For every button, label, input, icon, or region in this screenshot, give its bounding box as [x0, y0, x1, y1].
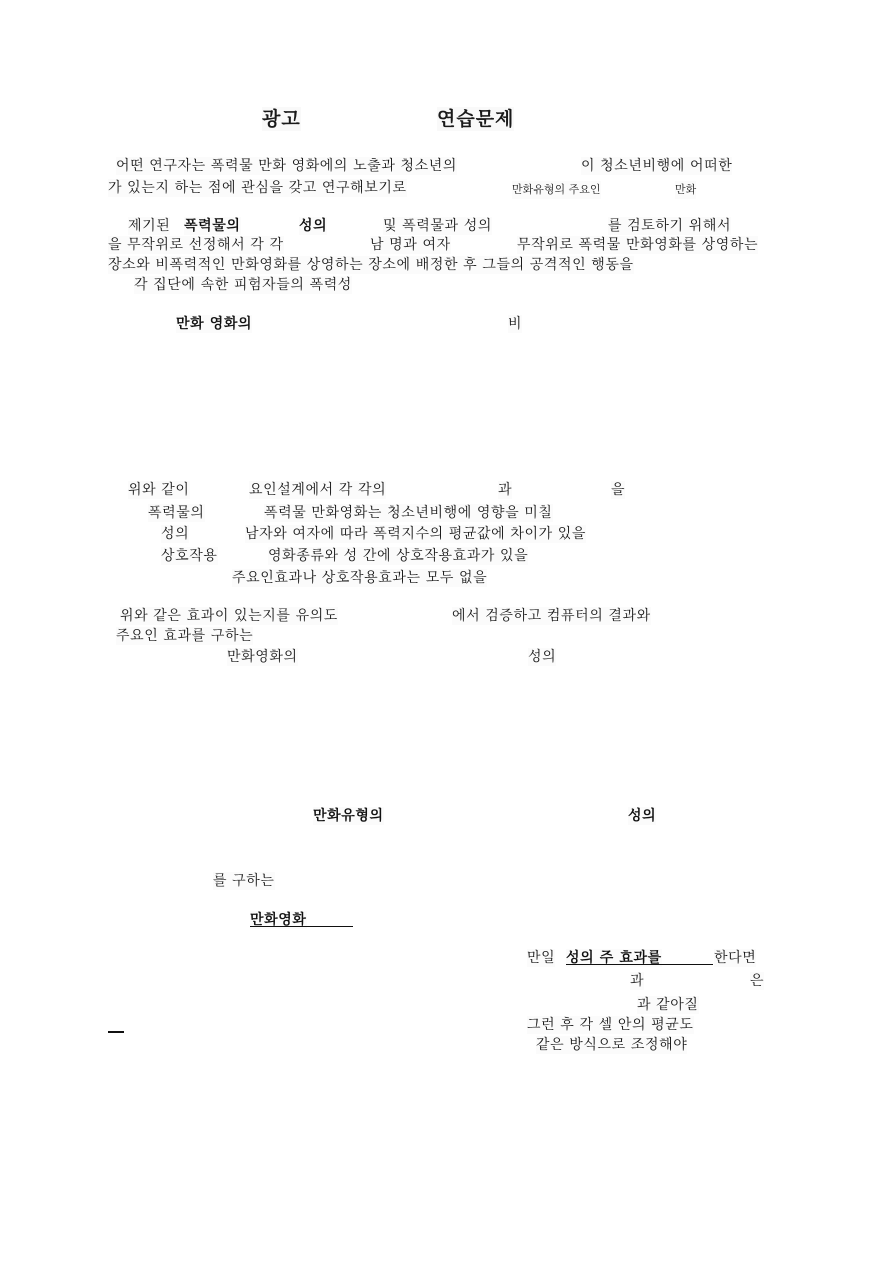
p1-line2-a: 가 있는지 하는 점에 관심을 갖고 연구해보기로 — [108, 180, 407, 196]
s5-heading-underline — [250, 926, 353, 927]
p3-line5: 주요인효과나 상호작용효과는 모두 없을 — [232, 570, 488, 586]
table-header-right: 비 — [508, 316, 523, 332]
title-right: 연습문제 — [437, 108, 515, 130]
p2-line1-a: 제기된 — [128, 218, 171, 234]
p3-item-label-1: 폭력물의 — [148, 505, 205, 521]
s6-line3: 과 같아질 — [637, 997, 699, 1013]
p3-line1-a: 위와 같이 — [128, 482, 190, 498]
p1-line2-c: 만화 — [675, 181, 696, 199]
s5-header-right: 성의 — [628, 808, 657, 824]
s6-line2-b: 은 — [750, 973, 765, 989]
p1-line2-b: 만화유형의 주요인 — [512, 181, 601, 199]
p1-line1-a: 어떤 연구자는 폭력물 만화 영화에의 노출과 청소년의 — [116, 158, 458, 174]
p4-line2: 주요인 효과를 구하는 — [116, 628, 254, 644]
s6-line1-a: 만일 — [527, 950, 556, 966]
s6-line2-a: 과 — [630, 973, 645, 989]
p2-line2-a: 을 무작위로 선정해서 각 각 — [108, 237, 284, 253]
p2-line2-b: 남 명과 여자 — [370, 237, 451, 253]
p2-line1-e: 를 검토하기 위해서 — [608, 218, 732, 234]
s5-header-left: 만화유형의 — [313, 808, 384, 824]
p3-line1-d: 을 — [611, 482, 626, 498]
p3-item-label-2: 성의 — [161, 526, 190, 542]
p4-line3-a: 만화영화의 — [227, 649, 298, 665]
s6-line1-c: 한다면 — [714, 950, 757, 966]
p3-item-text-1: 폭력물 만화영화는 청소년비행에 영향을 미칠 — [264, 505, 553, 521]
p3-item-text-3: 영화종류와 성 간에 상호작용효과가 있을 — [268, 548, 529, 564]
p2-line1-b: 폭력물의 — [184, 218, 241, 234]
p3-item-text-2: 남자와 여자에 따라 폭력지수의 평균값에 차이가 있을 — [245, 526, 587, 542]
p4-line1-a: 위와 같은 효과이 있는지를 유의도 — [120, 608, 338, 624]
p1-line1-b: 이 청소년비행에 어떠한 — [581, 158, 733, 174]
p4-line1-b: 에서 검증하고 컴퓨터의 결과와 — [452, 608, 651, 624]
p2-line1-c: 성의 — [299, 218, 328, 234]
p2-line4: 각 집단에 속한 피험자들의 폭력성 — [134, 277, 352, 293]
s5-underlined-heading: 만화영화 — [250, 912, 307, 928]
s6-line5: 같은 방식으로 조정해야 — [536, 1037, 688, 1053]
s6-line1-underline — [566, 964, 713, 965]
title-left: 광고 — [262, 108, 301, 130]
table-header-left: 만화 영화의 — [176, 316, 253, 332]
p3-line1-c: 과 — [498, 482, 513, 498]
p4-line3-b: 성의 — [528, 649, 557, 665]
s5-line-a: 를 구하는 — [213, 873, 275, 889]
s6-line4: 그런 후 각 셀 안의 평균도 — [527, 1017, 694, 1033]
p2-line1-d: 및 폭력물과 성의 — [383, 218, 492, 234]
p3-item-label-3: 상호작용 — [161, 548, 218, 564]
dash-mark — [108, 1031, 124, 1033]
p3-line1-b: 요인설계에서 각 각의 — [249, 482, 387, 498]
p2-line2-c: 무작위로 폭력물 만화영화를 상영하는 — [517, 237, 759, 253]
s6-line1-b: 성의 주 효과를 — [566, 950, 662, 966]
p2-line3: 장소와 비폭력적인 만화영화를 상영하는 장소에 배정한 후 그들의 공격적인 행동을 — [108, 257, 634, 273]
